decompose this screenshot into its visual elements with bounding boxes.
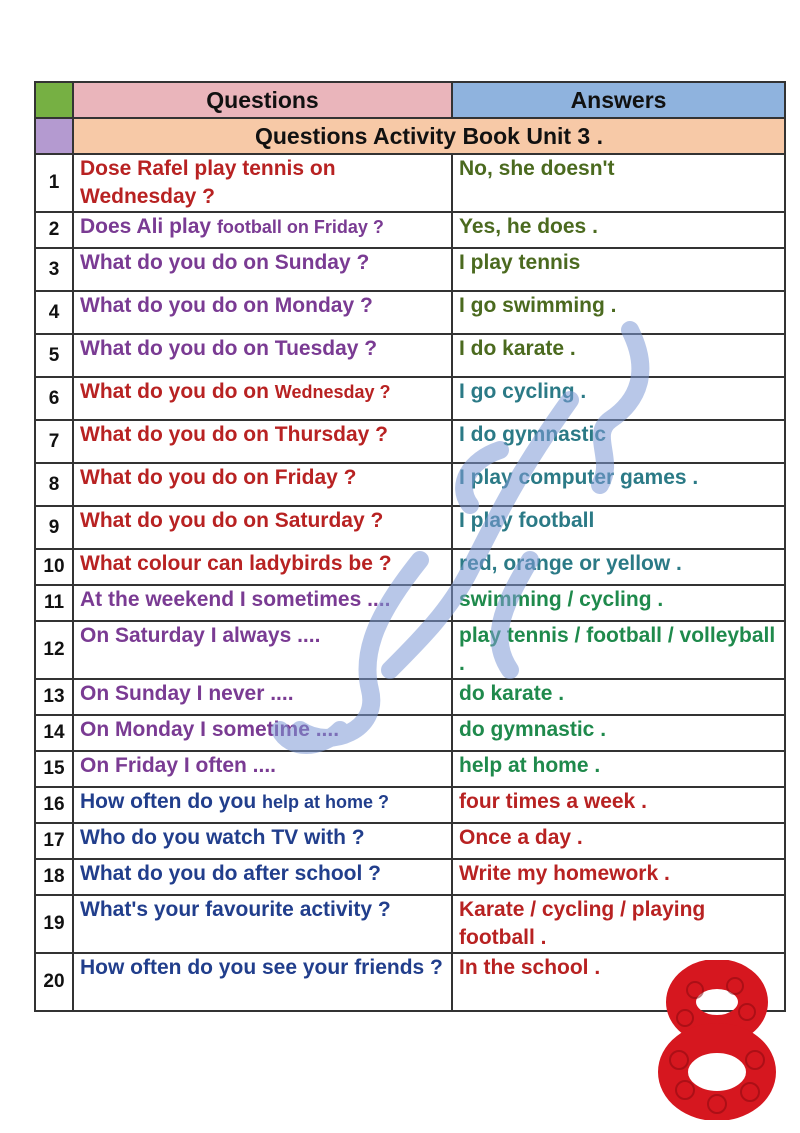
table-row xyxy=(35,823,785,859)
question-text-small: Wednesday ? xyxy=(274,382,391,402)
answer-cell: I play computer games . xyxy=(452,463,785,506)
unit-subtitle: Questions Activity Book Unit 3 . xyxy=(73,118,785,154)
table-row xyxy=(35,585,785,621)
table-row xyxy=(35,679,785,715)
table-row xyxy=(35,621,785,679)
table-row xyxy=(35,334,785,377)
answers-header: Answers xyxy=(452,82,785,118)
row-number: 4 xyxy=(35,291,73,334)
row-number: 18 xyxy=(35,859,73,895)
question-cell: What do you do after school ? xyxy=(73,859,452,895)
question-cell: On Saturday I always .... xyxy=(73,621,452,679)
question-text: What do you do on xyxy=(80,380,275,403)
question-cell xyxy=(73,377,452,420)
answer-cell: swimming / cycling . xyxy=(452,585,785,621)
rose-digit-eight xyxy=(655,960,780,1120)
question-cell: What's your favourite activity ? xyxy=(73,895,452,953)
table-row xyxy=(35,506,785,549)
question-cell xyxy=(73,212,452,248)
table-row xyxy=(35,248,785,291)
answer-cell: I play football xyxy=(452,506,785,549)
table-row xyxy=(35,787,785,823)
answer-cell: help at home . xyxy=(452,751,785,787)
question-cell: Who do you watch TV with ? xyxy=(73,823,452,859)
table-row xyxy=(35,463,785,506)
answer-cell: In the school . xyxy=(452,953,785,1011)
answer-cell: I do karate . xyxy=(452,334,785,377)
row-number: 14 xyxy=(35,715,73,751)
row-number: 6 xyxy=(35,377,73,420)
table-row xyxy=(35,859,785,895)
question-text-small: football on Friday ? xyxy=(216,217,384,237)
row-number: 8 xyxy=(35,463,73,506)
question-cell: On Friday I often .... xyxy=(73,751,452,787)
answer-cell: Karate / cycling / playing football . xyxy=(452,895,785,953)
table-row xyxy=(35,549,785,585)
answer-cell: four times a week . xyxy=(452,787,785,823)
question-text-small: help at home ? xyxy=(261,792,389,812)
row-number: 11 xyxy=(35,585,73,621)
row-number: 17 xyxy=(35,823,73,859)
answer-cell: Once a day . xyxy=(452,823,785,859)
subtitle-row xyxy=(35,118,785,154)
question-cell: Dose Rafel play tennis on Wednesday ? xyxy=(73,154,452,212)
question-text: Does Ali play xyxy=(80,215,217,238)
question-cell: What do you do on Thursday ? xyxy=(73,420,452,463)
questions-header: Questions xyxy=(73,82,452,118)
subtitle-corner-cell xyxy=(35,118,73,154)
answer-cell: Yes, he does . xyxy=(452,212,785,248)
question-cell: What do you do on Friday ? xyxy=(73,463,452,506)
answer-cell: Write my homework . xyxy=(452,859,785,895)
answer-cell: play tennis / football / volleyball . xyxy=(452,621,785,679)
question-cell: What do you do on Tuesday ? xyxy=(73,334,452,377)
row-number: 9 xyxy=(35,506,73,549)
row-number: 7 xyxy=(35,420,73,463)
row-number: 10 xyxy=(35,549,73,585)
qa-table xyxy=(34,81,786,1012)
question-cell: On Monday I sometime .... xyxy=(73,715,452,751)
table-row xyxy=(35,715,785,751)
question-cell xyxy=(73,787,452,823)
question-cell: What colour can ladybirds be ? xyxy=(73,549,452,585)
answer-cell: I go swimming . xyxy=(452,291,785,334)
question-cell: How often do you see your friends ? xyxy=(73,953,452,1011)
table-row xyxy=(35,377,785,420)
table-row xyxy=(35,154,785,212)
question-text: How often do you xyxy=(80,790,262,813)
row-number: 1 xyxy=(35,154,73,212)
table-row xyxy=(35,420,785,463)
question-cell: What do you do on Sunday ? xyxy=(73,248,452,291)
answer-cell: I go cycling . xyxy=(452,377,785,420)
table-row xyxy=(35,895,785,953)
question-cell: What do you do on Monday ? xyxy=(73,291,452,334)
header-corner-cell xyxy=(35,82,73,118)
row-number: 5 xyxy=(35,334,73,377)
table-row xyxy=(35,751,785,787)
answer-cell: No, she doesn't xyxy=(452,154,785,212)
question-cell: At the weekend I sometimes .... xyxy=(73,585,452,621)
row-number: 3 xyxy=(35,248,73,291)
question-cell: What do you do on Saturday ? xyxy=(73,506,452,549)
answer-cell: I do gymnastic xyxy=(452,420,785,463)
row-number: 20 xyxy=(35,953,73,1011)
row-number: 16 xyxy=(35,787,73,823)
answer-cell: do gymnastic . xyxy=(452,715,785,751)
row-number: 15 xyxy=(35,751,73,787)
answer-cell: red, orange or yellow . xyxy=(452,549,785,585)
table-row xyxy=(35,291,785,334)
row-number: 19 xyxy=(35,895,73,953)
table-row xyxy=(35,212,785,248)
answer-cell: do karate . xyxy=(452,679,785,715)
row-number: 13 xyxy=(35,679,73,715)
question-cell: On Sunday I never .... xyxy=(73,679,452,715)
answer-cell: I play tennis xyxy=(452,248,785,291)
header-row xyxy=(35,82,785,118)
row-number: 2 xyxy=(35,212,73,248)
row-number: 12 xyxy=(35,621,73,679)
